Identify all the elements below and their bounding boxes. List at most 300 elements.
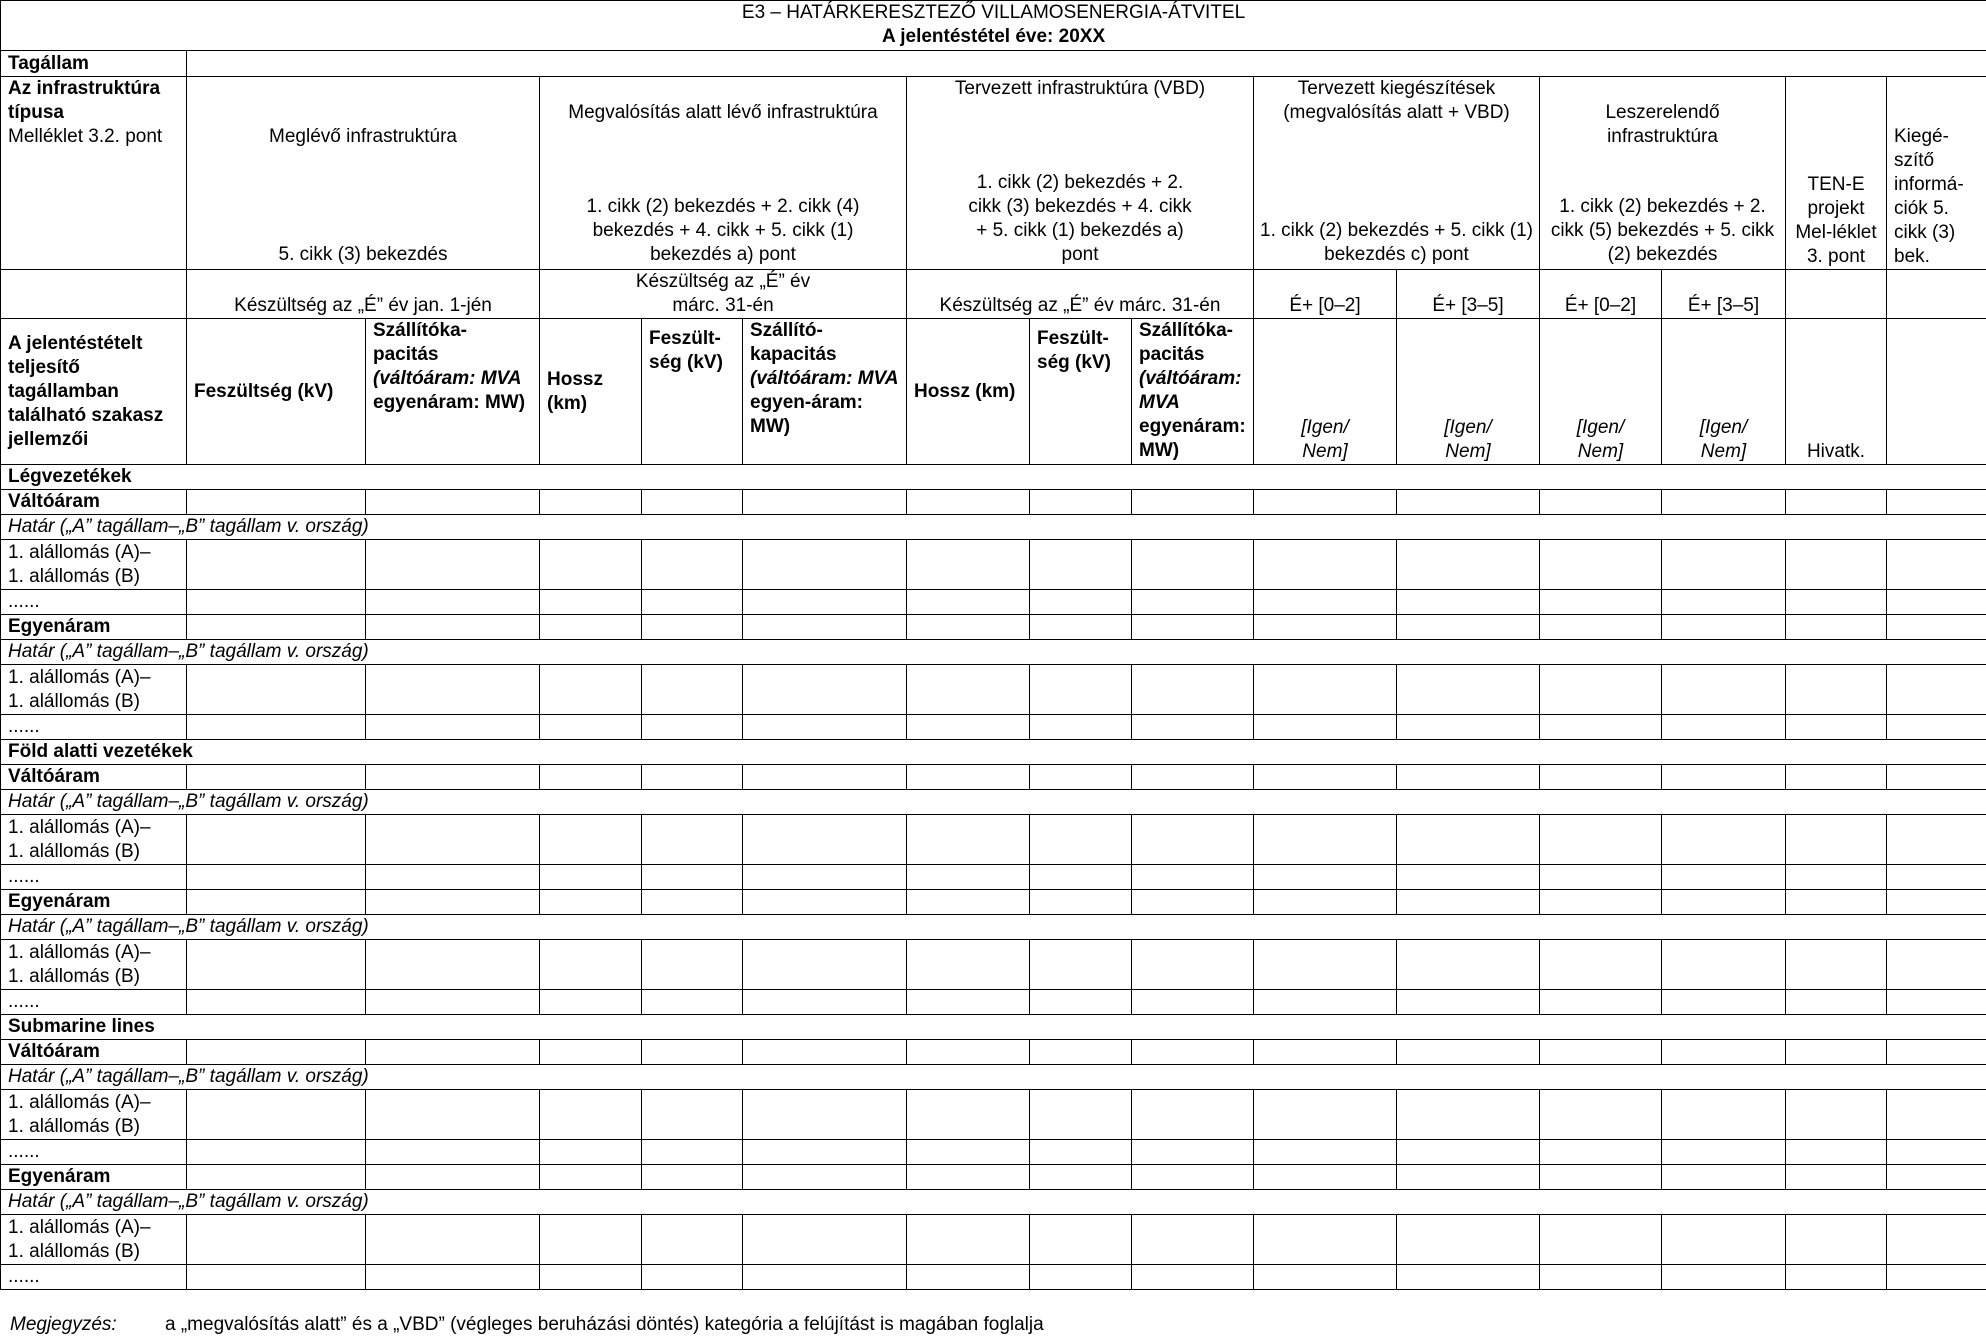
data-cell[interactable] — [1132, 765, 1254, 790]
decommission-yes-no-1: [Igen/ Nem] — [1540, 319, 1662, 465]
data-cell[interactable] — [1786, 765, 1887, 790]
substation-a: 1. alállomás (A)– — [8, 666, 151, 688]
data-cell[interactable] — [1662, 1140, 1786, 1165]
data-cell[interactable] — [743, 665, 907, 715]
data-cell[interactable] — [642, 865, 743, 890]
data-cell[interactable] — [366, 1215, 540, 1265]
data-cell[interactable] — [1662, 1090, 1786, 1140]
data-cell[interactable] — [642, 990, 743, 1015]
data-cell[interactable] — [1662, 540, 1786, 590]
data-cell[interactable] — [1397, 615, 1540, 640]
data-cell[interactable] — [743, 540, 907, 590]
data-cell[interactable] — [1540, 490, 1662, 515]
data-cell[interactable] — [1030, 890, 1132, 915]
data-cell[interactable] — [1254, 1090, 1397, 1140]
under-construction-status: Készültség az „É” év márc. 31-én — [540, 270, 907, 319]
data-cell[interactable] — [1254, 940, 1397, 990]
data-cell[interactable] — [642, 715, 743, 740]
data-cell[interactable] — [1030, 1215, 1132, 1265]
data-cell[interactable] — [187, 1215, 366, 1265]
data-cell[interactable] — [1540, 590, 1662, 615]
data-cell[interactable] — [187, 615, 366, 640]
data-cell[interactable] — [1786, 1090, 1887, 1140]
data-cell[interactable] — [1887, 765, 1986, 790]
data-cell[interactable] — [366, 1090, 540, 1140]
data-cell[interactable] — [1786, 990, 1887, 1015]
data-cell[interactable] — [540, 865, 642, 890]
data-cell[interactable] — [1662, 890, 1786, 915]
data-cell[interactable] — [1397, 940, 1540, 990]
data-cell[interactable] — [1132, 540, 1254, 590]
data-cell[interactable] — [1132, 990, 1254, 1015]
table-title — [1, 1, 1986, 51]
section-characteristics-label: A jelentéstételt teljesítő tagállamban található szakasz jellemzői — [1, 319, 187, 465]
data-cell[interactable] — [743, 1140, 907, 1165]
data-cell[interactable] — [1786, 890, 1887, 915]
data-cell[interactable] — [907, 1090, 1030, 1140]
substation-pair — [1, 815, 187, 865]
data-cell[interactable] — [366, 890, 540, 915]
data-cell[interactable] — [743, 1040, 907, 1065]
data-cell[interactable] — [743, 615, 907, 640]
data-cell[interactable] — [1397, 1040, 1540, 1065]
data-cell[interactable] — [1254, 765, 1397, 790]
data-cell[interactable] — [1887, 1265, 1986, 1290]
data-cell[interactable] — [907, 590, 1030, 615]
data-cell[interactable] — [366, 540, 540, 590]
member-state-value[interactable] — [187, 51, 1986, 77]
substation-pair — [1, 540, 187, 590]
data-cell[interactable] — [1254, 1140, 1397, 1165]
data-cell[interactable] — [1254, 815, 1397, 865]
data-cell[interactable] — [642, 490, 743, 515]
data-cell[interactable] — [642, 540, 743, 590]
ellipsis-row: ...... — [1, 1265, 187, 1290]
data-cell[interactable] — [1132, 490, 1254, 515]
data-cell[interactable] — [187, 715, 366, 740]
data-cell[interactable] — [1254, 490, 1397, 515]
data-cell[interactable] — [1030, 1140, 1132, 1165]
planned-capacity-label: Szállítóka-pacitás — [1139, 320, 1233, 365]
data-cell[interactable] — [1030, 765, 1132, 790]
substation-a: 1. alállomás (A)– — [8, 1091, 151, 1113]
data-cell[interactable] — [1887, 540, 1986, 590]
data-cell[interactable] — [1030, 815, 1132, 865]
data-cell[interactable] — [1786, 490, 1887, 515]
data-cell[interactable] — [642, 615, 743, 640]
data-cell[interactable] — [1030, 1040, 1132, 1065]
ellipsis-row: ...... — [1, 715, 187, 740]
data-cell[interactable] — [1254, 590, 1397, 615]
data-cell[interactable] — [540, 615, 642, 640]
data-cell[interactable] — [1030, 865, 1132, 890]
data-cell[interactable] — [1254, 990, 1397, 1015]
data-cell[interactable] — [1786, 865, 1887, 890]
data-cell[interactable] — [1662, 665, 1786, 715]
data-cell[interactable] — [907, 1040, 1030, 1065]
data-cell[interactable] — [540, 990, 642, 1015]
ten-e-label: TEN-E projekt Mel-léklet 3. pont — [1795, 174, 1877, 267]
table-row — [1, 1140, 1986, 1165]
data-cell[interactable] — [1540, 715, 1662, 740]
data-cell[interactable] — [1397, 1215, 1540, 1265]
data-cell[interactable] — [1397, 1265, 1540, 1290]
data-cell[interactable] — [1786, 1165, 1887, 1190]
data-cell[interactable] — [1540, 615, 1662, 640]
data-cell[interactable] — [1254, 1265, 1397, 1290]
data-cell[interactable] — [743, 1165, 907, 1190]
data-cell[interactable] — [1397, 990, 1540, 1015]
additions-yes-no-2: [Igen/ Nem] — [1397, 319, 1540, 465]
data-cell[interactable] — [366, 1265, 540, 1290]
data-cell[interactable] — [187, 990, 366, 1015]
data-cell[interactable] — [1132, 1140, 1254, 1165]
data-cell[interactable] — [1786, 590, 1887, 615]
data-cell[interactable] — [1132, 940, 1254, 990]
data-cell[interactable] — [1397, 815, 1540, 865]
data-cell[interactable] — [187, 890, 366, 915]
data-cell[interactable] — [187, 1090, 366, 1140]
data-cell[interactable] — [1397, 715, 1540, 740]
data-cell[interactable] — [743, 1090, 907, 1140]
data-cell[interactable] — [187, 490, 366, 515]
data-cell[interactable] — [743, 715, 907, 740]
data-cell[interactable] — [642, 940, 743, 990]
planned-additions-header — [1254, 77, 1540, 270]
data-cell[interactable] — [1254, 715, 1397, 740]
data-cell[interactable] — [1887, 865, 1986, 890]
data-cell[interactable] — [1132, 1090, 1254, 1140]
data-cell[interactable] — [743, 590, 907, 615]
data-cell[interactable] — [1132, 1040, 1254, 1065]
data-cell[interactable] — [366, 715, 540, 740]
data-cell[interactable] — [1397, 665, 1540, 715]
data-cell[interactable] — [1397, 1165, 1540, 1190]
ellipsis-row: ...... — [1, 1140, 187, 1165]
data-cell[interactable] — [743, 490, 907, 515]
data-cell[interactable] — [540, 815, 642, 865]
planned-capacity-dc-unit: egyenáram: MW) — [1139, 416, 1246, 461]
data-cell[interactable] — [1540, 865, 1662, 890]
data-cell[interactable] — [907, 1165, 1030, 1190]
existing-infra-label: Meglévő infrastruktúra — [269, 126, 457, 147]
data-cell[interactable] — [743, 1265, 907, 1290]
existing-infra-article: 5. cikk (3) bekezdés — [278, 244, 448, 265]
existing-voltage-header: Feszültség (kV) — [187, 319, 366, 465]
data-cell[interactable] — [187, 1140, 366, 1165]
data-cell[interactable] — [540, 1215, 642, 1265]
data-cell[interactable] — [1887, 1215, 1986, 1265]
data-cell[interactable] — [366, 1165, 540, 1190]
data-cell[interactable] — [1887, 940, 1986, 990]
data-cell[interactable] — [1254, 1215, 1397, 1265]
data-cell[interactable] — [187, 815, 366, 865]
data-cell[interactable] — [743, 890, 907, 915]
data-cell[interactable] — [907, 490, 1030, 515]
planned-capacity-header — [1132, 319, 1254, 465]
data-cell[interactable] — [540, 890, 642, 915]
data-cell[interactable] — [187, 590, 366, 615]
data-cell[interactable] — [1254, 890, 1397, 915]
data-cell[interactable] — [1887, 1040, 1986, 1065]
table-row — [1, 765, 1986, 790]
data-cell[interactable] — [1540, 890, 1662, 915]
uc-length-header: Hossz (km) — [540, 319, 642, 465]
data-cell[interactable] — [187, 1265, 366, 1290]
data-cell[interactable] — [642, 590, 743, 615]
data-cell[interactable] — [187, 765, 366, 790]
data-cell[interactable] — [743, 765, 907, 790]
data-cell[interactable] — [907, 615, 1030, 640]
data-cell[interactable] — [540, 490, 642, 515]
data-cell[interactable] — [743, 940, 907, 990]
data-cell[interactable] — [1887, 815, 1986, 865]
data-cell[interactable] — [1786, 1215, 1887, 1265]
data-cell[interactable] — [187, 1165, 366, 1190]
data-cell[interactable] — [1786, 615, 1887, 640]
data-cell[interactable] — [1030, 940, 1132, 990]
data-cell[interactable] — [642, 815, 743, 865]
data-cell[interactable] — [642, 1090, 743, 1140]
data-cell[interactable] — [642, 1040, 743, 1065]
data-cell[interactable] — [907, 890, 1030, 915]
data-cell[interactable] — [907, 1215, 1030, 1265]
data-cell[interactable] — [540, 765, 642, 790]
data-cell[interactable] — [1887, 1090, 1986, 1140]
data-cell[interactable] — [1662, 590, 1786, 615]
table-row — [1, 815, 1986, 865]
data-cell[interactable] — [366, 1040, 540, 1065]
substation-pair — [1, 1090, 187, 1140]
data-cell[interactable] — [1540, 1165, 1662, 1190]
data-cell[interactable] — [540, 1090, 642, 1140]
data-cell[interactable] — [1540, 815, 1662, 865]
data-cell[interactable] — [1887, 715, 1986, 740]
reporting-year: A jelentéstétel éve: 20XX — [881, 26, 1106, 47]
data-cell[interactable] — [907, 865, 1030, 890]
current-type-ac: Váltóáram — [1, 490, 187, 515]
data-cell[interactable] — [366, 1140, 540, 1165]
data-cell[interactable] — [366, 490, 540, 515]
data-cell[interactable] — [1662, 765, 1786, 790]
data-cell[interactable] — [907, 1140, 1030, 1165]
data-cell[interactable] — [1540, 940, 1662, 990]
data-cell[interactable] — [1662, 1165, 1786, 1190]
data-cell[interactable] — [1540, 1215, 1662, 1265]
data-cell[interactable] — [540, 715, 642, 740]
current-type-dc: Egyenáram — [1, 890, 187, 915]
data-cell[interactable] — [540, 665, 642, 715]
data-cell[interactable] — [1540, 990, 1662, 1015]
data-cell[interactable] — [1887, 1140, 1986, 1165]
data-cell[interactable] — [1662, 940, 1786, 990]
data-cell[interactable] — [1662, 865, 1786, 890]
data-cell[interactable] — [540, 1265, 642, 1290]
data-cell[interactable] — [1397, 765, 1540, 790]
data-cell[interactable] — [1030, 490, 1132, 515]
data-cell[interactable] — [1397, 1090, 1540, 1140]
data-cell[interactable] — [540, 1040, 642, 1065]
data-cell[interactable] — [366, 765, 540, 790]
decommission-header — [1540, 77, 1786, 270]
border-label: Határ („A” tagállam–„B” tagállam v. ország) — [1, 1190, 1986, 1215]
data-cell[interactable] — [907, 940, 1030, 990]
data-cell[interactable] — [187, 540, 366, 590]
border-label: Határ („A” tagállam–„B” tagállam v. ország) — [1, 1065, 1986, 1090]
data-cell[interactable] — [1132, 890, 1254, 915]
data-cell[interactable] — [1662, 1265, 1786, 1290]
data-cell[interactable] — [1397, 490, 1540, 515]
data-cell[interactable] — [743, 865, 907, 890]
data-cell[interactable] — [743, 1215, 907, 1265]
data-cell[interactable] — [1254, 665, 1397, 715]
data-cell[interactable] — [1254, 615, 1397, 640]
data-cell[interactable] — [1662, 1040, 1786, 1065]
data-cell[interactable] — [743, 990, 907, 1015]
capacity-ac-unit: (váltóáram: MVA — [373, 368, 522, 389]
data-cell[interactable] — [1887, 490, 1986, 515]
ten-e-ref-header: Hivatk. — [1786, 319, 1887, 465]
data-cell[interactable] — [1132, 865, 1254, 890]
section-overhead-lines: Légvezetékek — [1, 465, 1986, 490]
data-cell[interactable] — [1132, 815, 1254, 865]
data-cell[interactable] — [540, 940, 642, 990]
data-cell[interactable] — [187, 940, 366, 990]
data-cell[interactable] — [1662, 490, 1786, 515]
data-cell[interactable] — [1030, 1090, 1132, 1140]
data-cell[interactable] — [366, 990, 540, 1015]
substation-b: 1. alállomás (B) — [8, 1115, 140, 1137]
data-cell[interactable] — [366, 615, 540, 640]
data-cell[interactable] — [1786, 1265, 1887, 1290]
current-type-ac: Váltóáram — [1, 1040, 187, 1065]
data-cell[interactable] — [1254, 1165, 1397, 1190]
section-underground-lines: Föld alatti vezetékek — [1, 740, 1986, 765]
data-cell[interactable] — [1254, 1040, 1397, 1065]
data-cell[interactable] — [1254, 540, 1397, 590]
section-submarine-lines: Submarine lines — [1, 1015, 1986, 1040]
data-cell[interactable] — [1132, 1215, 1254, 1265]
data-cell[interactable] — [1887, 590, 1986, 615]
uc-voltage-header: Feszült-ség (kV) — [642, 319, 743, 465]
data-cell[interactable] — [642, 665, 743, 715]
data-cell[interactable] — [1030, 990, 1132, 1015]
data-cell[interactable] — [907, 990, 1030, 1015]
data-cell[interactable] — [1662, 1215, 1786, 1265]
data-cell[interactable] — [1887, 615, 1986, 640]
data-cell[interactable] — [540, 1140, 642, 1165]
data-cell[interactable] — [1397, 890, 1540, 915]
data-cell[interactable] — [907, 765, 1030, 790]
data-cell[interactable] — [1662, 990, 1786, 1015]
uc-capacity-label: Szállító-kapacitás — [750, 320, 837, 365]
data-cell[interactable] — [1887, 990, 1986, 1015]
data-cell[interactable] — [366, 815, 540, 865]
data-cell[interactable] — [1132, 1265, 1254, 1290]
data-cell[interactable] — [907, 665, 1030, 715]
data-cell[interactable] — [642, 1265, 743, 1290]
uc-capacity-ac-unit: (váltóáram: MVA — [750, 368, 899, 389]
substation-pair — [1, 665, 187, 715]
data-cell[interactable] — [540, 540, 642, 590]
data-cell[interactable] — [1132, 715, 1254, 740]
data-cell[interactable] — [907, 540, 1030, 590]
data-cell[interactable] — [1786, 715, 1887, 740]
data-cell[interactable] — [187, 865, 366, 890]
data-cell[interactable] — [1132, 615, 1254, 640]
data-cell[interactable] — [1887, 665, 1986, 715]
data-cell[interactable] — [1540, 1040, 1662, 1065]
data-cell[interactable] — [1030, 665, 1132, 715]
data-cell[interactable] — [1132, 590, 1254, 615]
data-cell[interactable] — [907, 815, 1030, 865]
data-cell[interactable] — [907, 715, 1030, 740]
data-cell[interactable] — [1397, 590, 1540, 615]
data-cell[interactable] — [366, 665, 540, 715]
current-type-ac: Váltóáram — [1, 765, 187, 790]
data-cell[interactable] — [1132, 1165, 1254, 1190]
data-cell[interactable] — [1030, 1165, 1132, 1190]
data-cell[interactable] — [366, 590, 540, 615]
data-cell[interactable] — [1397, 865, 1540, 890]
data-cell[interactable] — [187, 665, 366, 715]
data-cell[interactable] — [1662, 615, 1786, 640]
data-cell[interactable] — [907, 1265, 1030, 1290]
data-cell[interactable] — [1254, 865, 1397, 890]
data-cell[interactable] — [1786, 1140, 1887, 1165]
data-cell[interactable] — [1030, 715, 1132, 740]
data-cell[interactable] — [642, 765, 743, 790]
data-cell[interactable] — [1540, 1265, 1662, 1290]
data-cell[interactable] — [642, 1165, 743, 1190]
data-cell[interactable] — [642, 1215, 743, 1265]
data-cell[interactable] — [1786, 815, 1887, 865]
data-cell[interactable] — [1540, 1090, 1662, 1140]
data-cell[interactable] — [1786, 540, 1887, 590]
data-cell[interactable] — [1397, 1140, 1540, 1165]
data-cell[interactable] — [1030, 615, 1132, 640]
data-cell[interactable] — [1786, 1040, 1887, 1065]
data-cell[interactable] — [1786, 665, 1887, 715]
data-cell[interactable] — [1887, 890, 1986, 915]
data-cell[interactable] — [1132, 665, 1254, 715]
data-cell[interactable] — [1397, 540, 1540, 590]
data-cell[interactable] — [1540, 540, 1662, 590]
capacity-label: Szállítóka-pacitás — [373, 320, 467, 365]
data-cell[interactable] — [1540, 1140, 1662, 1165]
data-cell[interactable] — [187, 1040, 366, 1065]
data-cell[interactable] — [540, 1165, 642, 1190]
data-cell[interactable] — [366, 865, 540, 890]
planned-status: Készültség az „É” év márc. 31-én — [907, 270, 1254, 319]
data-cell[interactable] — [1030, 590, 1132, 615]
data-cell[interactable] — [743, 815, 907, 865]
data-cell[interactable] — [1662, 815, 1786, 865]
data-cell[interactable] — [1662, 715, 1786, 740]
data-cell[interactable] — [642, 890, 743, 915]
data-cell[interactable] — [1030, 1265, 1132, 1290]
data-cell[interactable] — [642, 1140, 743, 1165]
decommission-period-2: É+ [3–5] — [1662, 270, 1786, 319]
data-cell[interactable] — [540, 590, 642, 615]
data-cell[interactable] — [1030, 540, 1132, 590]
decommission-yes-no-2: [Igen/ Nem] — [1662, 319, 1786, 465]
data-cell[interactable] — [1540, 765, 1662, 790]
data-cell[interactable] — [1786, 940, 1887, 990]
data-cell[interactable] — [366, 940, 540, 990]
data-cell[interactable] — [1540, 665, 1662, 715]
data-cell[interactable] — [1887, 1165, 1986, 1190]
